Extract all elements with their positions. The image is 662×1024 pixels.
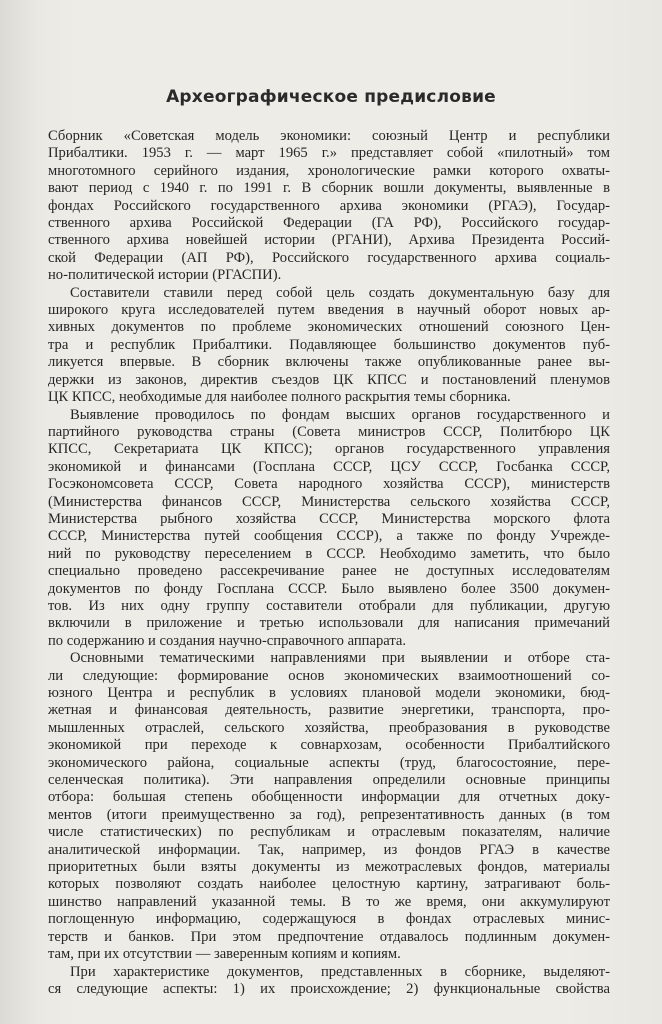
text-line: юзного Центра и республик в условиях плановой модели экономики, бюд- bbox=[48, 685, 610, 701]
text-line: фондах Российского государственного архива экономики (РГАЭ), Государ- bbox=[48, 197, 610, 214]
text-line: но-политической истории (РГАСПИ). bbox=[48, 267, 282, 284]
text-line: Министерства рыбного хозяйства СССР, Министерства морского флота bbox=[48, 510, 610, 527]
text-line: ся следующие аспекты: 1) их происхождение; 2) функциональные свойства bbox=[48, 980, 610, 997]
text-line: экономического района, социальные аспекты (труд, благосостояние, пере- bbox=[48, 754, 610, 771]
text-line: СССР, Министерства путей сообщения СССР), а также по фонду Учрежде- bbox=[48, 528, 610, 545]
page-body-text bbox=[48, 128, 610, 998]
text-line: партийного руководства страны (Совета министров СССР, Политбюро ЦК bbox=[48, 423, 610, 440]
text-line: терств и банков. При этом предпочтение отдавалось подлинным докумен- bbox=[48, 928, 610, 945]
text-line: (Министерства финансов СССР, Министерства сельского хозяйства СССР, bbox=[48, 493, 610, 510]
text-line: Выявление проводилось по фондам высших органов государственного и bbox=[70, 406, 610, 423]
text-line: ственного архива Российской Федерации (ГА РФ), Российского государ- bbox=[48, 215, 610, 232]
text-line: КПСС, Секретариата ЦК КПСС); органов государственного управления bbox=[48, 441, 610, 458]
text-line: включили в приложение и третью использовали для написания примечаний bbox=[48, 615, 610, 632]
text-line: Сборник «Советская модель экономики: союзный Центр и республики bbox=[48, 128, 610, 144]
text-line: тра и республик Прибалтики. Подавляющее большинство документов пуб- bbox=[48, 336, 610, 353]
paragraph bbox=[48, 650, 610, 963]
text-line: документов по фонду Госплана СССР. Было выявлено более 3500 докумен- bbox=[48, 580, 610, 597]
paragraph bbox=[48, 285, 610, 407]
text-line: аналитической информации. Так, например, из фондов РГАЭ в качестве bbox=[48, 841, 610, 858]
text-line: там, при их отсутствии — заверенным копиям и копиям. bbox=[48, 946, 401, 963]
text-line: Составители ставили перед собой цель создать документальную базу для bbox=[70, 284, 610, 301]
text-line: которых позволяют создать наиболее целостную картину, затрагивают боль- bbox=[48, 876, 610, 893]
text-line: специально проведено рассекречивание ранее не доступных исследователям bbox=[48, 563, 610, 580]
text-line: При характеристике документов, представленных в сборнике, выделяют- bbox=[70, 963, 610, 980]
text-line: тов. Из них одну группу составители отобрали для публикации, другую bbox=[48, 597, 610, 614]
text-line: приоритетных были взяты документы из межотраслевых фондов, материалы bbox=[48, 859, 610, 876]
text-line: Основными тематическими направлениями при выявлении и отборе ста- bbox=[70, 650, 610, 667]
text-line: экономикой при переходе к совнархозам, особенности Прибалтийского bbox=[48, 737, 610, 754]
text-line: отбора: большая степень обобщенности информации для отчетных доку- bbox=[48, 789, 610, 806]
text-line: числе статистических) по республикам и отраслевым показателям, наличие bbox=[48, 824, 610, 841]
text-line: держки из законов, директив съездов ЦК КПСС и постановлений пленумов bbox=[48, 371, 610, 388]
text-line: экономикой и финансами (Госплана СССР, ЦСУ СССР, Госбанка СССР, bbox=[48, 458, 610, 475]
text-line: ментов (итоги преимущественно за год), репрезентативность данных (в том bbox=[48, 806, 610, 823]
text-line: шинство направлений указанной темы. В то же время, они аккумулируют bbox=[48, 893, 610, 910]
text-line: вают период с 1940 г. по 1991 г. В сборник вошли документы, выявленные в bbox=[48, 180, 610, 197]
text-line: ний по руководству переселением в СССР. Необходимо заметить, что было bbox=[48, 545, 610, 562]
text-line: хивных документов по проблеме экономических отношений союзного Цен- bbox=[48, 319, 610, 336]
text-line: Госэкономсовета СССР, Совета народного хозяйства СССР), министерств bbox=[48, 476, 610, 493]
text-line: ли следующие: формирование основ экономических взаимоотношений со- bbox=[48, 667, 610, 684]
text-line: мышленных отраслей, сельского хозяйства, преобразования в руководстве bbox=[48, 719, 610, 736]
text-line: ликуется впервые. В сборник включены также опубликованные ранее вы- bbox=[48, 354, 610, 371]
paragraph bbox=[48, 128, 610, 285]
paragraph bbox=[48, 964, 610, 999]
text-line: жетная и финансовая деятельность, развитие энергетики, транспорта, про- bbox=[48, 702, 610, 719]
paragraph bbox=[48, 407, 610, 651]
text-line: ственного архива новейшей истории (РГАНИ), Архива Президента Россий- bbox=[48, 232, 610, 249]
page-title: Археографическое предисловие bbox=[166, 87, 496, 107]
text-line: поглощенную информацию, содержащуюся в фондах отраслевых минис- bbox=[48, 911, 610, 928]
text-line: по содержанию и создания научно-справочного аппарата. bbox=[48, 632, 407, 649]
text-line: широкого круга исследователей путем введения в научный оборот новых ар- bbox=[48, 302, 610, 319]
text-line: селенческая политика). Эти направления определили основные принципы bbox=[48, 772, 610, 789]
text-line: ской Федерации (АП РФ), Российского государственного архива социаль- bbox=[48, 249, 610, 266]
text-line: Прибалтики. 1953 г. — март 1965 г.» представляет собой «пилотный» том bbox=[48, 145, 610, 162]
text-line: ЦК КПСС, необходимые для наиболее полного раскрытия темы сборника. bbox=[48, 389, 511, 406]
text-line: многотомного серийного издания, хронологические рамки которого охваты- bbox=[48, 162, 610, 179]
